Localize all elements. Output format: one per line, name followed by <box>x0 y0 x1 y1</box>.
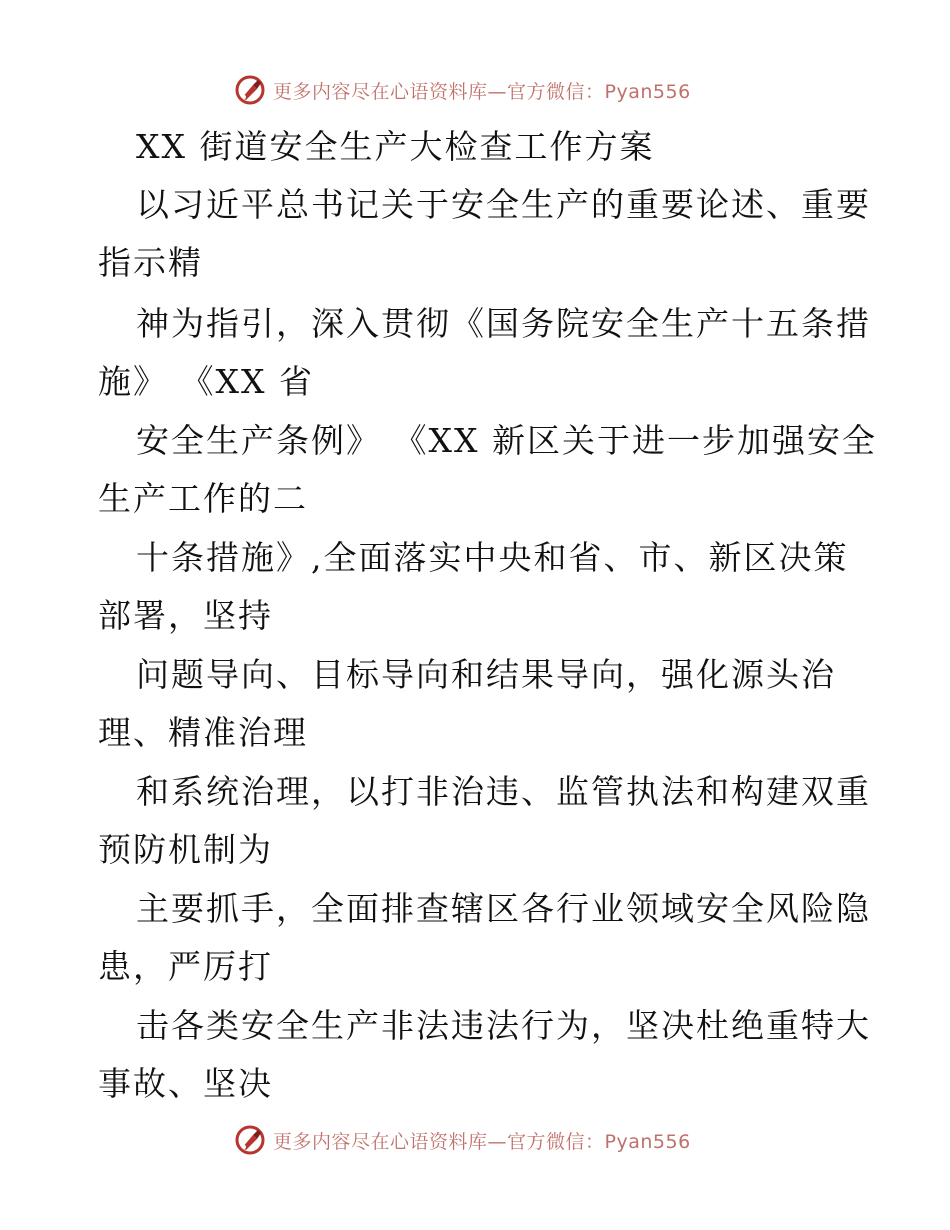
watermark-text: 更多内容尽在心语资料库—官方微信：Pyan556 <box>273 80 691 103</box>
paragraph-line: 以习近平总书记关于安全生产的重要论述、重要 <box>136 185 871 224</box>
paragraph-line: 神为指引，深入贯彻《国务院安全生产十五条措 <box>136 304 871 343</box>
paragraph-line: 十条措施》,全面落实中央和省、市、新区决策 <box>136 538 849 577</box>
paragraph-line: 理、精准治理 <box>98 713 308 752</box>
paragraph-line: 安全生产条例》 《XX 新区关于进一步加强安全 <box>136 421 877 460</box>
paragraph-line: 患，严厉打 <box>98 947 273 986</box>
pen-nib-seal-icon <box>233 73 267 107</box>
watermark-footer <box>233 1122 691 1158</box>
paragraph-line: 主要抓手，全面排查辖区各行业领域安全风险隐 <box>136 889 871 928</box>
watermark-text: 更多内容尽在心语资料库—官方微信：Pyan556 <box>273 1130 691 1153</box>
paragraph-line: 和系统治理，以打非治违、监管执法和构建双重 <box>136 772 871 811</box>
paragraph-line: 预防机制为 <box>98 830 273 869</box>
document-title: XX 街道安全生产大检查工作方案 <box>136 127 655 166</box>
paragraph-line: 指示精 <box>98 243 203 282</box>
paragraph-line: 部署，坚持 <box>98 596 273 635</box>
paragraph-line: 事故、坚决 <box>98 1064 273 1103</box>
paragraph-line: 生产工作的二 <box>98 479 308 518</box>
paragraph-line: 施》 《XX 省 <box>98 362 314 401</box>
pen-nib-seal-icon <box>233 1123 267 1157</box>
paragraph-line: 问题导向、目标导向和结果导向，强化源头治 <box>136 655 836 694</box>
watermark-header <box>233 72 691 108</box>
paragraph-line: 击各类安全生产非法违法行为，坚决杜绝重特大 <box>136 1006 871 1045</box>
